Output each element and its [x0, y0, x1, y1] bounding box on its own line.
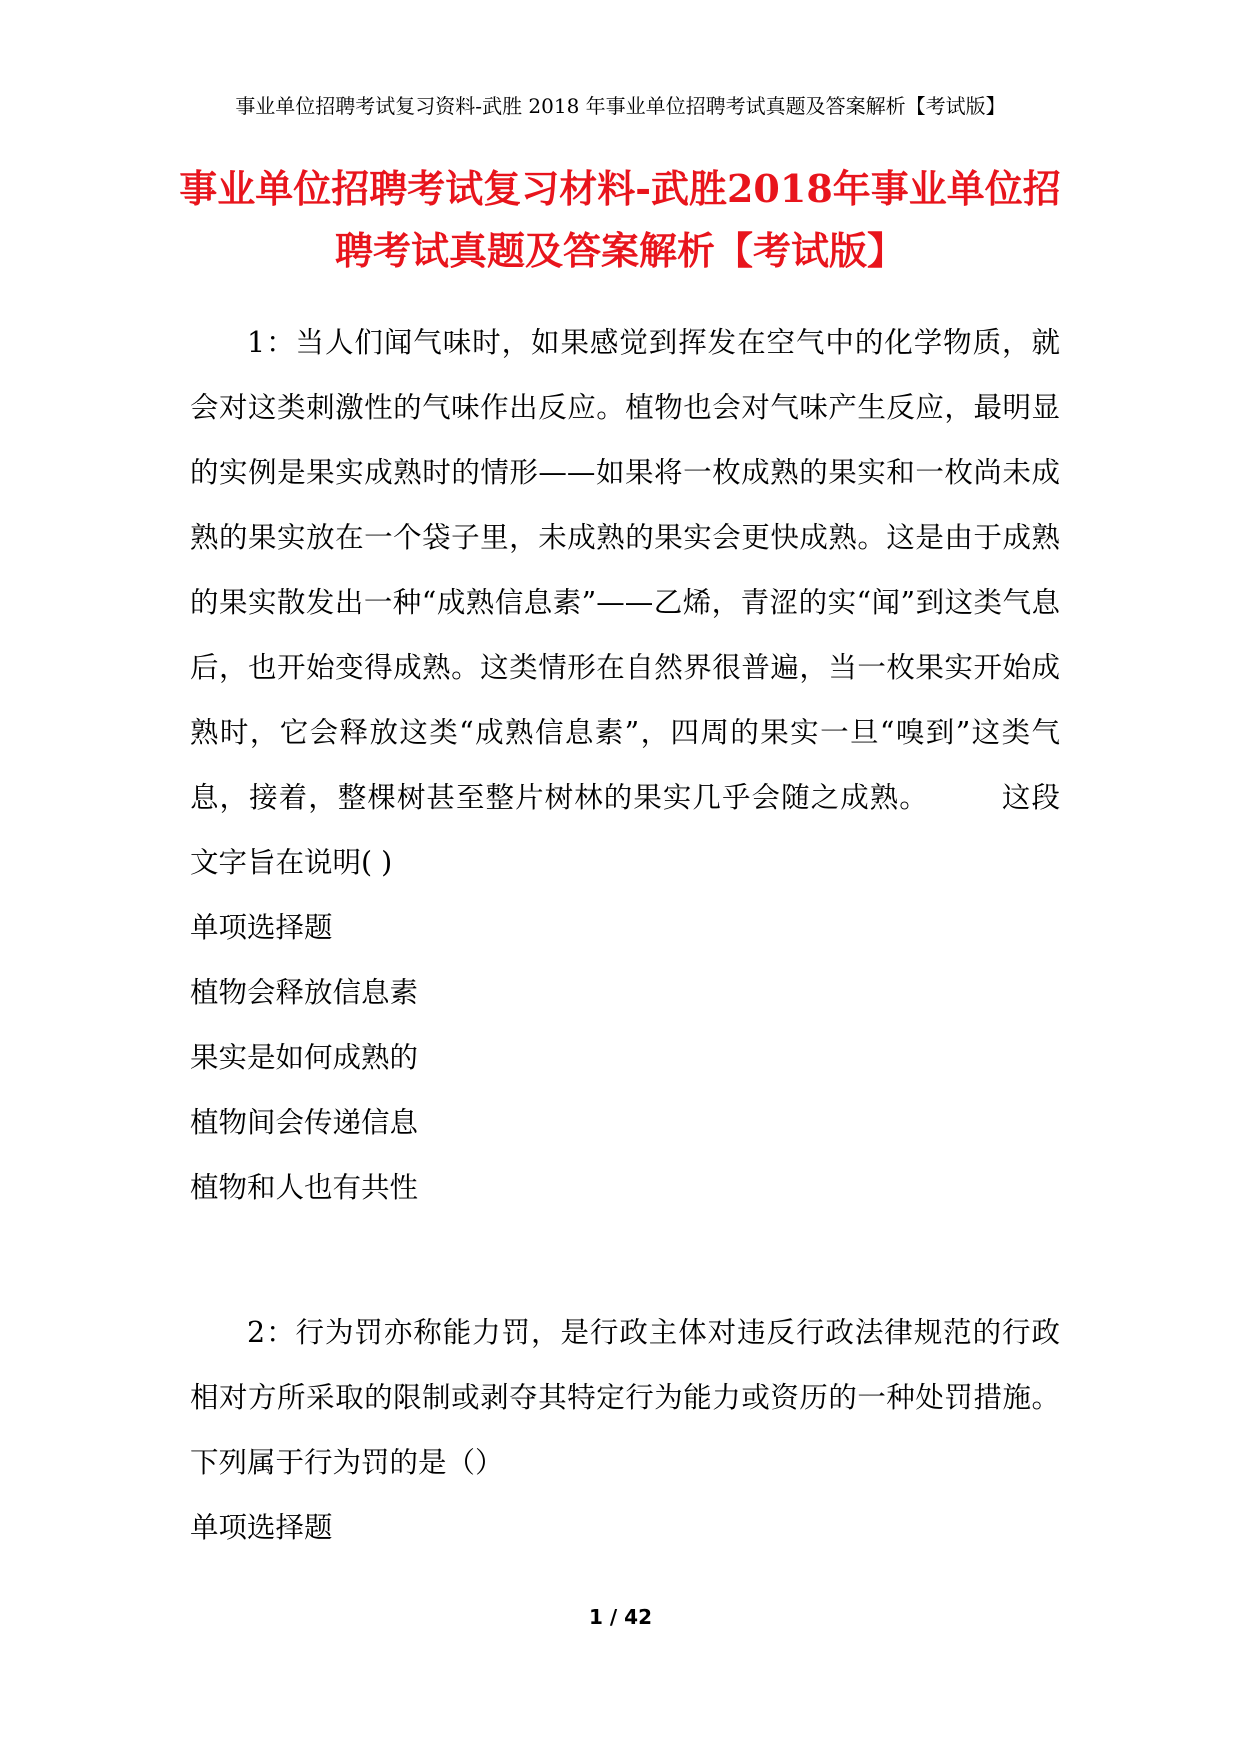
question-2-type: 单项选择题	[190, 1511, 333, 1544]
question-1-stem-text: 1：当人们闻气味时，如果感觉到挥发在空气中的化学物质，就会对这类刺激性的气味作出反应。植物也会对气味产生反应，最明显的实例是果实成熟时的情形——如果将一枚成熟的果实和一枚尚未成熟的果实放在一个袋子里，未成熟的果实会更快成熟。这是由于成熟的果实散发出一种“成熟信息素”——乙烯，青涩的实“闻”到这类气息后，也开始变得成熟。这类情形在自然界很普遍，当一枚果实开始成熟时，它会释放这类“成熟信息素”，四周的果实一旦“嗅到”这类气息，接着，整棵树甚至整片树林的果实几乎会随之成熟。	[190, 326, 1060, 814]
question-1	[190, 310, 1060, 1220]
document-title-line-2: 聘考试真题及答案解析【考试版】	[334, 228, 905, 273]
question-1-option-2[interactable]: 果实是如何成熟的	[190, 1041, 419, 1074]
question-1-prompt: 这段文字旨在说明( )	[190, 781, 1060, 879]
question-1-stem	[190, 310, 1060, 895]
question-2	[190, 1300, 1060, 1560]
question-1-option-4[interactable]: 植物和人也有共性	[190, 1171, 419, 1204]
running-header: 事业单位招聘考试复习资料-武胜 2018 年事业单位招聘考试真题及答案解析【考试版】	[235, 94, 1006, 118]
question-1-option-1[interactable]: 植物会释放信息素	[190, 976, 419, 1009]
question-1-type: 单项选择题	[190, 911, 333, 944]
document-title	[170, 158, 1070, 282]
question-1-option-3[interactable]: 植物间会传递信息	[190, 1106, 419, 1139]
page-number: 1 / 42	[589, 1605, 652, 1629]
question-2-stem: 2：行为罚亦称能力罚，是行政主体对违反行政法律规范的行政相对方所采取的限制或剥夺其特定行为能力或资历的一种处罚措施。下列属于行为罚的是（）	[190, 1316, 1060, 1479]
document-title-line-1: 事业单位招聘考试复习材料-武胜2018年事业单位招	[179, 166, 1061, 211]
